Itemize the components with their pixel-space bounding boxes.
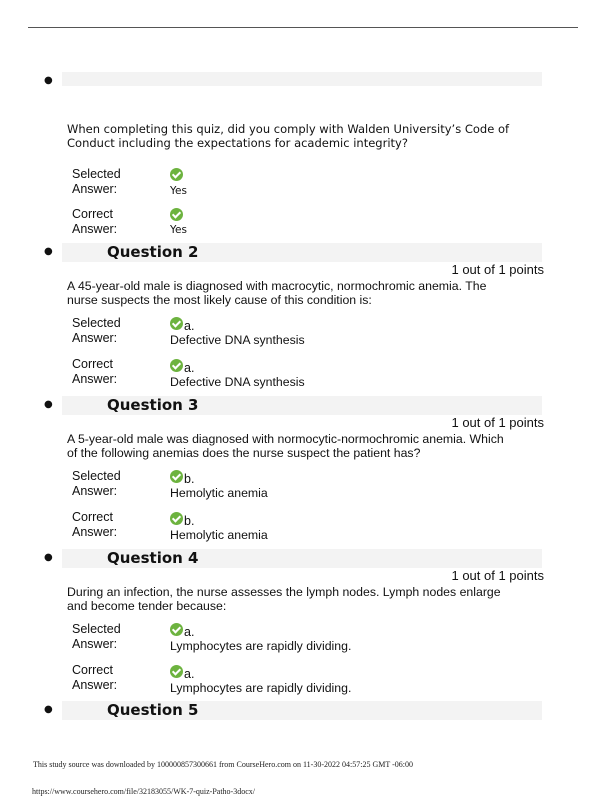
question-4-points: 1 out of 1 points: [451, 568, 544, 583]
check-circle-icon: [170, 208, 183, 221]
selected-answer-letter: b.: [184, 472, 195, 486]
selected-answer-label: Selected Answer:: [72, 622, 121, 651]
correct-answer-label: Correct Answer:: [72, 663, 118, 692]
question-1-header-bar: [62, 72, 542, 86]
question-2-text: A 45-year-old male is diagnosed with macrocytic, normochromic anemia. The nurse suspects the most likely cause of this condition is:: [67, 279, 487, 307]
selected-answer-letter: a.: [184, 625, 195, 639]
question-2-title: Question 2: [107, 243, 199, 261]
question-4-title: Question 4: [107, 549, 199, 567]
question-4-text: During an infection, the nurse assesses the lymph nodes. Lymph nodes enlarge and become tender because:: [67, 585, 501, 613]
selected-answer-letter: a.: [184, 319, 195, 333]
check-circle-icon: [170, 168, 183, 181]
selected-answer-value: Hemolytic anemia: [170, 486, 268, 500]
check-circle-icon: [170, 623, 183, 636]
selected-answer-label: Selected Answer:: [72, 469, 121, 498]
check-circle-icon: [170, 317, 183, 330]
correct-answer-value: Hemolytic anemia: [170, 528, 268, 542]
question-3-title: Question 3: [107, 396, 199, 414]
source-url[interactable]: https://www.coursehero.com/file/32183055/WK-7-quiz-Patho-3docx/: [32, 787, 255, 796]
check-circle-icon: [170, 359, 183, 372]
bullet-icon: ●: [44, 75, 53, 86]
correct-answer-value: Defective DNA synthesis: [170, 375, 305, 389]
correct-answer-letter: a.: [184, 667, 195, 681]
question-3-points: 1 out of 1 points: [451, 415, 544, 430]
bullet-icon: ●: [44, 704, 53, 715]
selected-answer-value: Lymphocytes are rapidly dividing.: [170, 639, 352, 653]
correct-answer-value: Lymphocytes are rapidly dividing.: [170, 681, 352, 695]
selected-answer-label: Selected Answer:: [72, 316, 121, 345]
correct-answer-letter: b.: [184, 514, 195, 528]
question-1-text: When completing this quiz, did you comply with Walden University’s Code of Conduct including the expectations for academic integrity?: [67, 122, 510, 150]
selected-answer-value: Defective DNA synthesis: [170, 333, 305, 347]
check-circle-icon: [170, 512, 183, 525]
bullet-icon: ●: [44, 246, 53, 257]
download-notice: This study source was downloaded by 100000857300661 from CourseHero.com on 11-30-2022 04:57:25 GMT -06:00: [33, 760, 413, 769]
question-3-text: A 5-year-old male was diagnosed with normocytic-normochromic anemia. Which of the following anemias does the nurse suspect the patient has?: [67, 432, 504, 460]
question-5-title: Question 5: [107, 701, 199, 719]
check-circle-icon: [170, 665, 183, 678]
correct-answer-label: Correct Answer:: [72, 510, 118, 539]
bullet-icon: ●: [44, 399, 53, 410]
question-2-points: 1 out of 1 points: [451, 262, 544, 277]
selected-answer-label: Selected Answer:: [72, 167, 121, 196]
selected-answer-value: Yes: [170, 185, 187, 197]
correct-answer-label: Correct Answer:: [72, 207, 118, 236]
correct-answer-letter: a.: [184, 361, 195, 375]
bullet-icon: ●: [44, 552, 53, 563]
check-circle-icon: [170, 470, 183, 483]
correct-answer-label: Correct Answer:: [72, 357, 118, 386]
top-divider: [28, 27, 578, 28]
correct-answer-value: Yes: [170, 224, 187, 236]
